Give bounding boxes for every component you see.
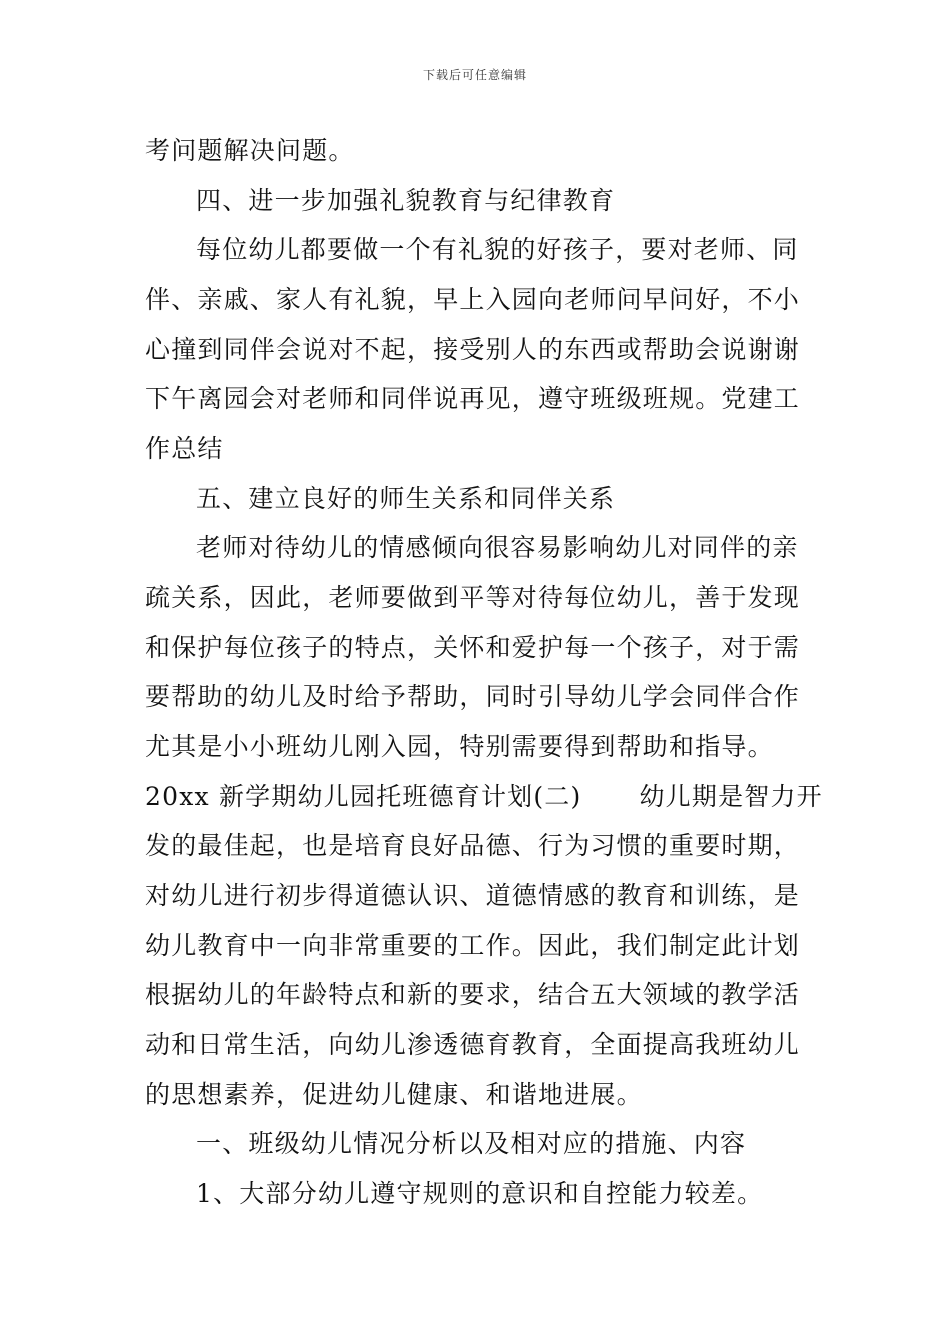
section-heading-1: 一、班级幼儿情况分析以及相对应的措施、内容: [196, 1129, 747, 1158]
paragraph-line: 动和日常生活，向幼儿渗透德育教育，全面提高我班幼儿: [145, 1030, 801, 1059]
paragraph-line: 伴、亲戚、家人有礼貌，早上入园向老师问早问好，不小: [145, 285, 801, 314]
paragraph-line: 作总结: [145, 434, 224, 463]
paragraph-line: 和保护每位孩子的特点，关怀和爱护每一个孩子，对于需: [145, 633, 801, 662]
paragraph-line: 尤其是小小班幼儿刚入园，特别需要得到帮助和指导。: [145, 732, 774, 761]
paragraph-line: 幼儿教育中一向非常重要的工作。因此，我们制定此计划: [145, 931, 801, 960]
page-header: 下载后可任意编辑: [422, 68, 527, 82]
section-heading-4: 四、进一步加强礼貌教育与纪律教育: [196, 186, 616, 215]
paragraph-line: 每位幼儿都要做一个有礼貌的好孩子，要对老师、同: [196, 235, 799, 264]
paragraph-line: 老师对待幼儿的情感倾向很容易影响幼儿对同伴的亲: [196, 533, 799, 562]
paragraph-line: 的思想素养，促进幼儿健康、和谐地进展。: [145, 1080, 643, 1109]
plan-title-line: [145, 782, 825, 812]
list-item: 1、大部分幼儿遵守规则的意识和自控能力较差。: [196, 1179, 764, 1208]
paragraph-line: 对幼儿进行初步得道德认识、道德情感的教育和训练，是: [145, 881, 801, 910]
paragraph-line: 心撞到同伴会说对不起，接受别人的东西或帮助会说谢谢: [145, 335, 801, 364]
paragraph-line: 考问题解决问题。: [145, 136, 355, 165]
paragraph-line: 要帮助的幼儿及时给予帮助，同时引导幼儿学会同伴合作: [145, 682, 801, 711]
paragraph-continuation: 幼儿期是智力开: [639, 782, 823, 811]
paragraph-line: 根据幼儿的年龄特点和新的要求，结合五大领域的教学活: [145, 980, 801, 1009]
section-heading-5: 五、建立良好的师生关系和同伴关系: [196, 484, 616, 513]
paragraph-line: 疏关系，因此，老师要做到平等对待每位幼儿，善于发现: [145, 583, 801, 612]
paragraph-line: 下午离园会对老师和同伴说再见，遵守班级班规。党建工: [145, 384, 801, 413]
paragraph-line: 发的最佳起，也是培育良好品德、行为习惯的重要时期，: [145, 831, 801, 860]
plan-title: 20xx 新学期幼儿园托班德育计划(二): [145, 782, 582, 811]
